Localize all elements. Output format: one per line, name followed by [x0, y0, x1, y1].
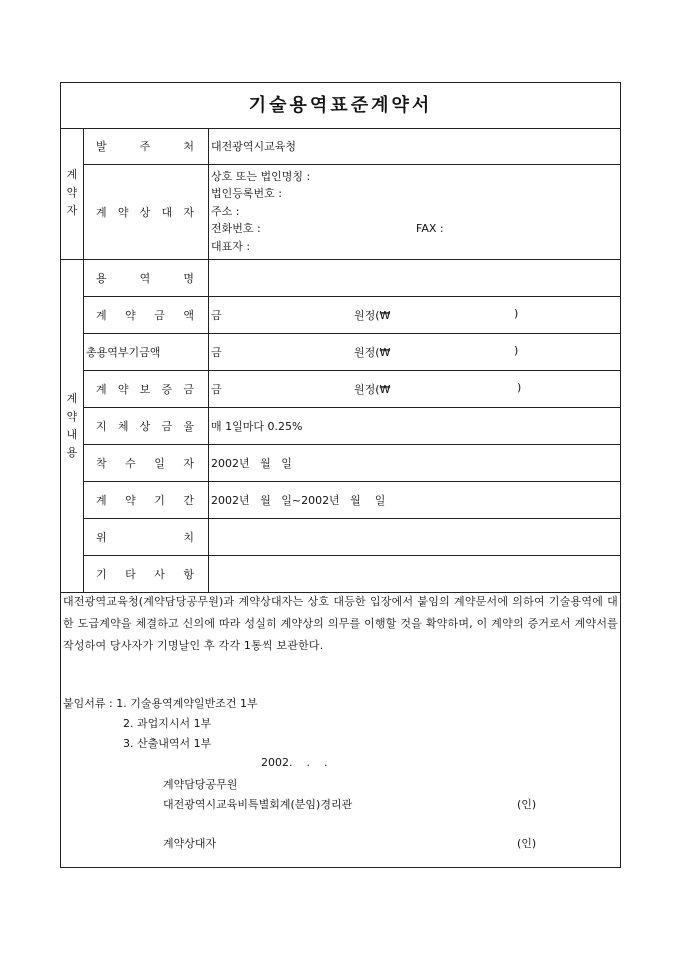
attachment-item-3: 3. 산출내역서 1부 [123, 737, 212, 750]
group-char: 약 [66, 409, 78, 423]
label-char: 위 [96, 530, 107, 544]
contract-form-table [61, 128, 621, 593]
group-char: 용 [66, 445, 78, 459]
label-char: 기 [154, 493, 165, 507]
label-char: 처 [183, 139, 194, 153]
label-char: 명 [183, 271, 194, 285]
total-amount-prefix: 금 [211, 345, 222, 359]
contractor-name-line: 상호 또는 법인명칭 : [211, 169, 311, 183]
label-char: 타 [125, 567, 136, 581]
label-char: 용 [96, 271, 107, 285]
label-char: 자 [183, 456, 194, 470]
label-char: 역 [139, 271, 151, 285]
contract-amount-prefix: 금 [211, 308, 222, 322]
contract-amount-row [61, 296, 621, 333]
party-group-label [61, 166, 83, 220]
label-char: 금 [161, 419, 173, 433]
period-row [61, 481, 621, 518]
label-char: 약 [117, 382, 129, 396]
group-char: 내 [66, 427, 78, 441]
label-char: 항 [183, 567, 194, 581]
label-char: 착 [96, 456, 107, 470]
contract-document [60, 82, 621, 868]
deposit-won: 원정(₩ [354, 382, 391, 396]
label-char: 보 [139, 382, 151, 396]
label-char: 자 [183, 205, 194, 219]
start-date-value: 2002년 월 일 [209, 444, 622, 481]
group-char: 계 [66, 391, 78, 405]
location-row [61, 518, 621, 555]
label-char: 간 [183, 493, 194, 507]
deposit-value [209, 370, 622, 407]
location-value [209, 518, 622, 555]
label-char: 지 [96, 419, 107, 433]
group-char: 자 [66, 204, 78, 218]
label-char: 율 [183, 419, 194, 433]
label-char: 증 [161, 382, 173, 396]
penalty-row [61, 407, 621, 444]
start-date-row [61, 444, 621, 481]
total-amount-won: 원정(₩ [354, 345, 391, 359]
label-char: 대 [161, 205, 173, 219]
label-char: 금 [183, 382, 194, 396]
deposit-prefix: 금 [211, 382, 222, 396]
contractor-row [61, 164, 621, 259]
group-char: 약 [66, 186, 78, 200]
service-name-value [209, 259, 622, 296]
start-date-label [84, 444, 209, 481]
penalty-label [84, 407, 209, 444]
total-amount-row [61, 333, 621, 370]
group-char: 계 [66, 168, 78, 182]
contractor-seal: (인) [517, 837, 537, 850]
label-char: 약 [125, 308, 136, 322]
label-char: 금 [154, 308, 165, 322]
contractor-address-line: 주소 : [211, 204, 240, 218]
contractor-phone-line [211, 220, 621, 238]
label-char: 치 [183, 530, 194, 544]
officer-seal: (인) [517, 798, 537, 811]
label-char: 일 [154, 456, 165, 470]
deposit-label [84, 370, 209, 407]
other-label [84, 555, 209, 592]
total-amount-value [209, 333, 622, 370]
label-char: 사 [154, 567, 165, 581]
label-char: 수 [125, 456, 136, 470]
attachment-heading: 붙임서류 : 1. 기술용역계약일반조건 1부 [63, 697, 258, 710]
contract-body [61, 591, 620, 657]
label-char: 계 [96, 308, 107, 322]
label-char: 상 [139, 205, 151, 219]
period-value: 2002년 월 일~2002년 월 일 [209, 481, 622, 518]
label-char: 상 [139, 419, 151, 433]
document-title: 기술용역표준계약서 [61, 83, 620, 129]
label-char: 주 [139, 139, 151, 153]
contract-amount-label [84, 296, 209, 333]
signing-date: 2002. . . [261, 756, 328, 769]
total-amount-close: ) [514, 343, 519, 357]
client-label [84, 128, 209, 164]
phone-label: 전화번호 : [211, 222, 261, 236]
deposit-close: ) [517, 380, 522, 394]
contract-amount-value [209, 296, 622, 333]
label-char: 체 [117, 419, 129, 433]
contractor-label [84, 164, 209, 259]
label-char: 액 [183, 308, 194, 322]
client-value: 대전광역시교육청 [209, 128, 622, 164]
contractor-details [209, 164, 622, 259]
party-group-cell [61, 128, 84, 259]
label-char: 계 [96, 493, 107, 507]
period-label [84, 481, 209, 518]
client-row [61, 128, 621, 164]
deposit-row [61, 370, 621, 407]
total-amount-label: 총용역부기금액 [84, 333, 209, 370]
label-char: 계 [96, 205, 107, 219]
label-char: 기 [96, 567, 107, 581]
agreement-paragraph: 대전광역교육청(계약담당공무원)과 계약상대자는 상호 대등한 입장에서 붙임의 계약문서에 의하여 기술용역에 대한 도급계약을 체결하고 신의에 따라 성실히 계약상의 의무를 이행할 것을 확약하며, 이 계약의 증거로서 계약서를 작성하여 당사자가 기명날인 후 각각 1통씩 보관한다. [63, 595, 618, 652]
content-group-cell [61, 259, 84, 592]
label-char: 약 [125, 493, 136, 507]
contract-amount-won: 원정(₩ [354, 308, 391, 322]
label-char: 발 [96, 139, 107, 153]
content-group-label [61, 390, 83, 462]
service-name-label [84, 259, 209, 296]
fax-label: FAX : [416, 222, 444, 236]
other-row [61, 555, 621, 592]
penalty-value: 매 1일마다 0.25% [209, 407, 622, 444]
attachment-item-2: 2. 과업지시서 1부 [123, 717, 212, 730]
contractor-rep-line: 대표자 : [211, 239, 251, 253]
service-name-row [61, 259, 621, 296]
officer-title: 계약담당공무원 [163, 778, 238, 791]
contract-amount-close: ) [514, 306, 519, 320]
location-label [84, 518, 209, 555]
label-char: 약 [117, 205, 129, 219]
label-char: 계 [96, 382, 107, 396]
other-value [209, 555, 622, 592]
officer-name: 대전광역시교육비특별회계(분임)경리관 [163, 798, 353, 811]
contractor-regno-line: 법인등록번호 : [211, 187, 282, 201]
contractor-signature-label: 계약상대자 [163, 837, 217, 850]
